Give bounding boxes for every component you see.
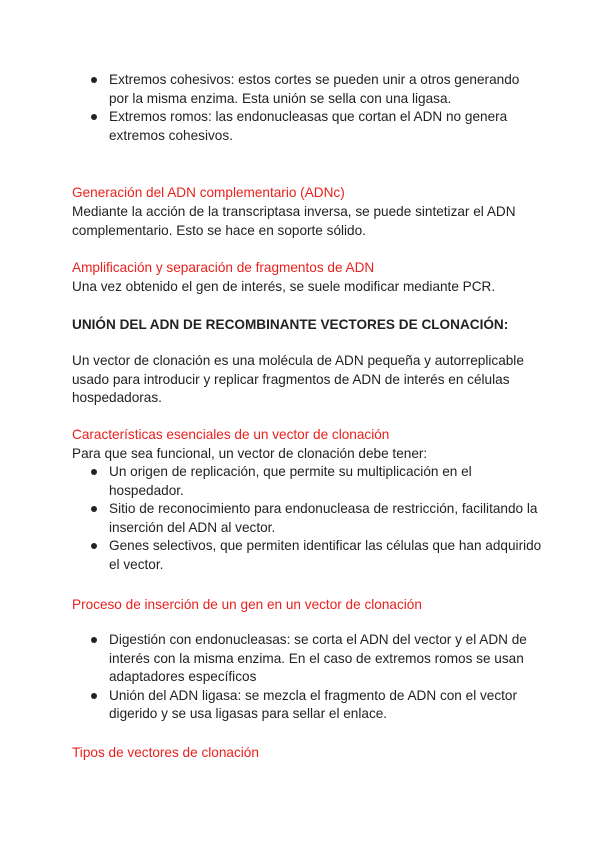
list-item: Un origen de replicación, que permite su multiplicación en el hospedador. [72, 463, 542, 500]
list-item: Unión del ADN ligasa: se mezcla el fragmento de ADN con el vector digerido y se usa ligasas para sellar el enlace. [72, 687, 542, 724]
list-item: Digestión con endonucleasas: se corta el ADN del vector y el ADN de interés con la misma enzima. En el caso de extremos romos se usan adaptadores específicos [72, 631, 542, 687]
list-item: Extremos cohesivos: estos cortes se pueden unir a otros generando por la misma enzima. Esta unión se sella con una ligasa. [72, 71, 542, 108]
paragraph-adnc: Mediante la acción de la transcriptasa inversa, se puede sintetizar el ADN complementario. Esto se hace en soporte sólido. [72, 204, 516, 238]
section-heading-amplificacion: Amplificación y separación de fragmentos de ADN [72, 260, 375, 275]
section-heading-tipos: Tipos de vectores de clonación [72, 745, 259, 760]
paragraph-vector-intro: Un vector de clonación es una molécula de ADN pequeña y autorreplicable usado para introducir y replicar fragmentos de ADN de interés en células hospedadoras. [72, 353, 524, 405]
list-item: Genes selectivos, que permiten identificar las células que han adquirido el vector. [72, 537, 542, 574]
bullet-list-proceso [72, 631, 542, 724]
list-item: Sitio de reconocimiento para endonucleasa de restricción, facilitando la inserción del ADN al vector. [72, 500, 542, 537]
paragraph-amplificacion: Una vez obtenido el gen de interés, se suele modificar mediante PCR. [72, 279, 496, 294]
section-heading-proceso: Proceso de inserción de un gen en un vector de clonación [72, 597, 422, 612]
section-heading-adnc: Generación del ADN complementario (ADNc) [72, 185, 345, 200]
paragraph-caracteristicas: Para que sea funcional, un vector de clonación debe tener: [72, 446, 428, 461]
bullet-list-caracteristicas [72, 463, 542, 574]
bullet-list-extremos [72, 71, 542, 145]
list-item: Extremos romos: las endonucleasas que cortan el ADN no genera extremos cohesivos. [72, 108, 542, 145]
section-heading-caracteristicas: Características esenciales de un vector de clonación [72, 427, 390, 442]
bold-section-title: UNIÓN DEL ADN DE RECOMBINANTE VECTORES DE CLONACIÓN: [72, 317, 509, 332]
